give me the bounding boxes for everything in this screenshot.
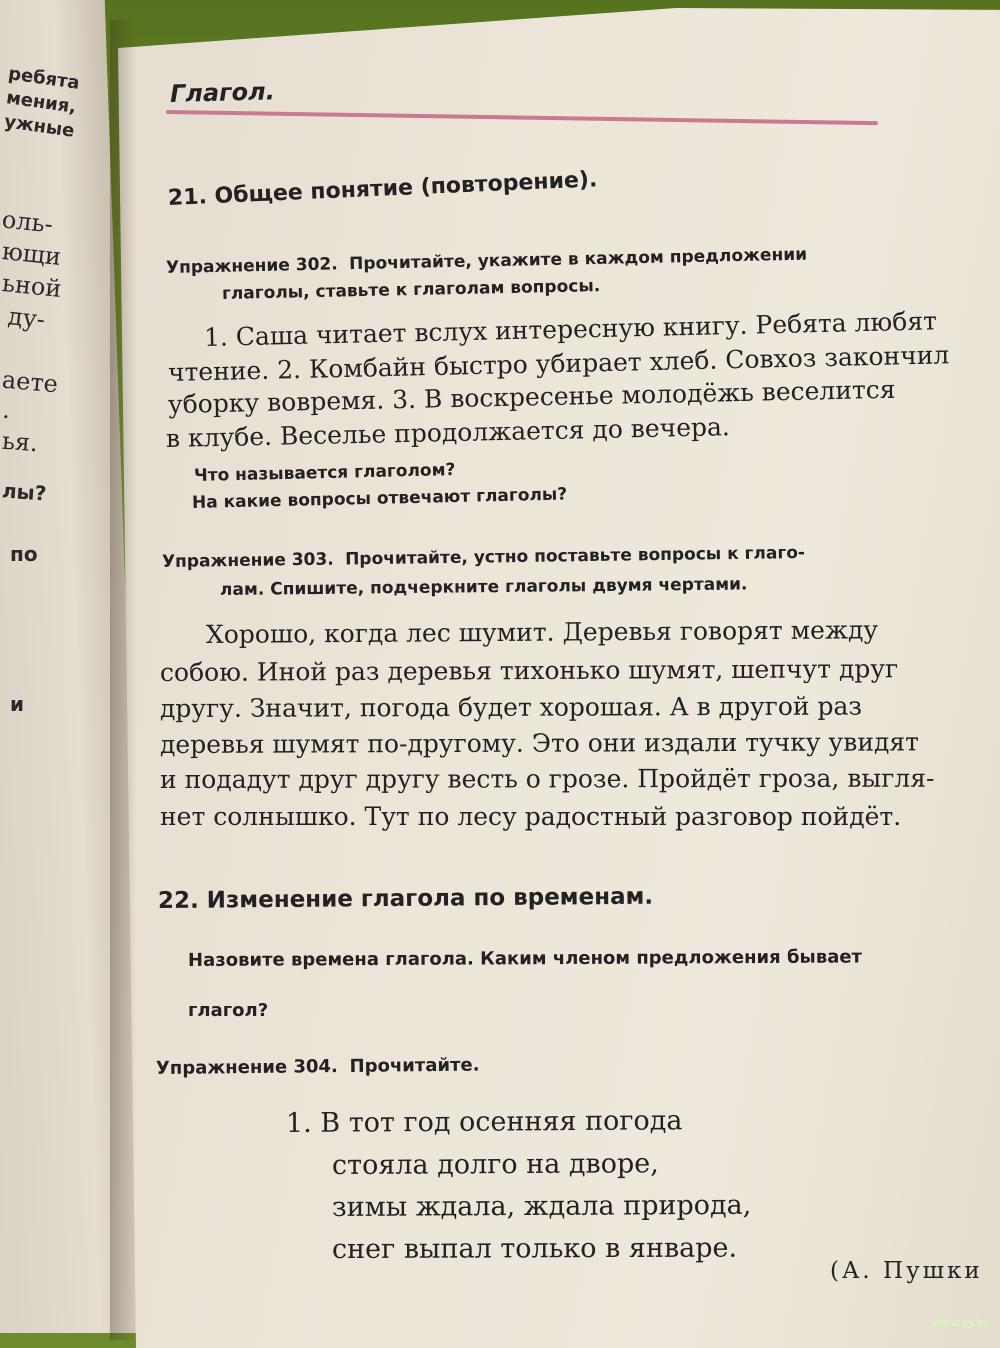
exercise-302-text-line: чтение. 2. Комбайн быстро убирает хлеб. Совхоз закончил bbox=[167, 340, 950, 387]
exercise-302-instr-line2: глаголы, ставьте к глаголам вопросы. bbox=[221, 276, 601, 304]
exercise-303-text-line: Хорошо, когда лес шумит. Деревья говорят между bbox=[205, 615, 879, 649]
exercise-304-instruction bbox=[156, 1055, 480, 1079]
exercise-303-text-line: другу. Значит, погода будет хорошая. А в другой раз bbox=[159, 691, 863, 723]
left-fragment: оль- bbox=[0, 205, 55, 239]
left-fragment: ду- bbox=[6, 302, 47, 334]
poem-line: зимы ждала, ждала природа, bbox=[331, 1189, 752, 1223]
exercise-303-text-line: деревья шумят по-другому. Это они издали тучку увидят bbox=[159, 727, 920, 759]
exercise-302-text-line: 1. Саша читает вслух интересную книгу. Ребята любят bbox=[203, 306, 938, 352]
poem-line: снег выпал только в январе. bbox=[331, 1232, 738, 1265]
poem-author: (А. Пушки bbox=[830, 1258, 983, 1284]
exercise-303-instr-line2: лам. Спишите, подчеркните глаголы двумя чертами. bbox=[219, 574, 748, 600]
exercise-303-text-line: собою. Иной раз деревья тихонько шумят, шепчут друг bbox=[159, 654, 899, 687]
left-fragment: ющи bbox=[0, 236, 63, 272]
question-line: Что называется глаголом? bbox=[193, 460, 456, 486]
left-fragment: ьной bbox=[0, 268, 63, 304]
left-fragment: по bbox=[10, 542, 38, 566]
exercise-303-text-line: и подадут друг другу весть о грозе. Пройдёт гроза, выгля- bbox=[159, 763, 935, 794]
section-22-question-line2: глагол? bbox=[188, 1000, 269, 1021]
exercise-303-label: Упражнение 303. bbox=[161, 549, 334, 572]
poem-line: стояла долго на дворе, bbox=[331, 1148, 659, 1181]
left-fragment: лы? bbox=[1, 478, 48, 506]
left-fragment: и bbox=[10, 692, 25, 716]
exercise-304-instr: Прочитайте. bbox=[349, 1054, 480, 1077]
poem-line: 1. В тот год осенняя погода bbox=[285, 1105, 683, 1139]
exercise-302-instr-line1: Прочитайте, укажите в каждом предложении bbox=[348, 244, 808, 275]
left-fragment: ья. bbox=[1, 426, 39, 458]
section-22-heading: 22. Изменение глагола по временам. bbox=[157, 883, 654, 914]
left-fragment: . bbox=[2, 396, 10, 424]
exercise-303-instr-line1: Прочитайте, устно поставьте вопросы к глаго- bbox=[344, 543, 806, 570]
question-line: На какие вопросы отвечают глаголы? bbox=[191, 484, 568, 513]
watermark: www.ay.by bbox=[931, 1316, 990, 1329]
exercise-304-label: Упражнение 304. bbox=[155, 1056, 338, 1079]
section-22-question-line1: Назовите времена глагола. Каким членом предложения бывает bbox=[187, 946, 863, 971]
left-fragment: мения, bbox=[4, 87, 78, 118]
chapter-title: Глагол. bbox=[169, 77, 276, 108]
left-fragment: ужные bbox=[2, 111, 76, 142]
exercise-302-text-line: в клубе. Веселье продолжается до вечера. bbox=[165, 412, 731, 453]
left-fragment: аете bbox=[0, 365, 60, 399]
exercise-303-text-line: нет солнышко. Тут по лесу радостный разговор пойдёт. bbox=[160, 802, 902, 831]
left-fragment: ребята bbox=[6, 63, 81, 94]
section-21-heading: 21. Общее понятие (повторение). bbox=[167, 167, 598, 211]
page-gutter-shadow bbox=[110, 20, 136, 1340]
exercise-302-label: Упражнение 302. bbox=[165, 254, 338, 278]
exercise-302-text-line: уборку вовремя. 3. В воскресенье молодёжь веселится bbox=[167, 374, 896, 419]
